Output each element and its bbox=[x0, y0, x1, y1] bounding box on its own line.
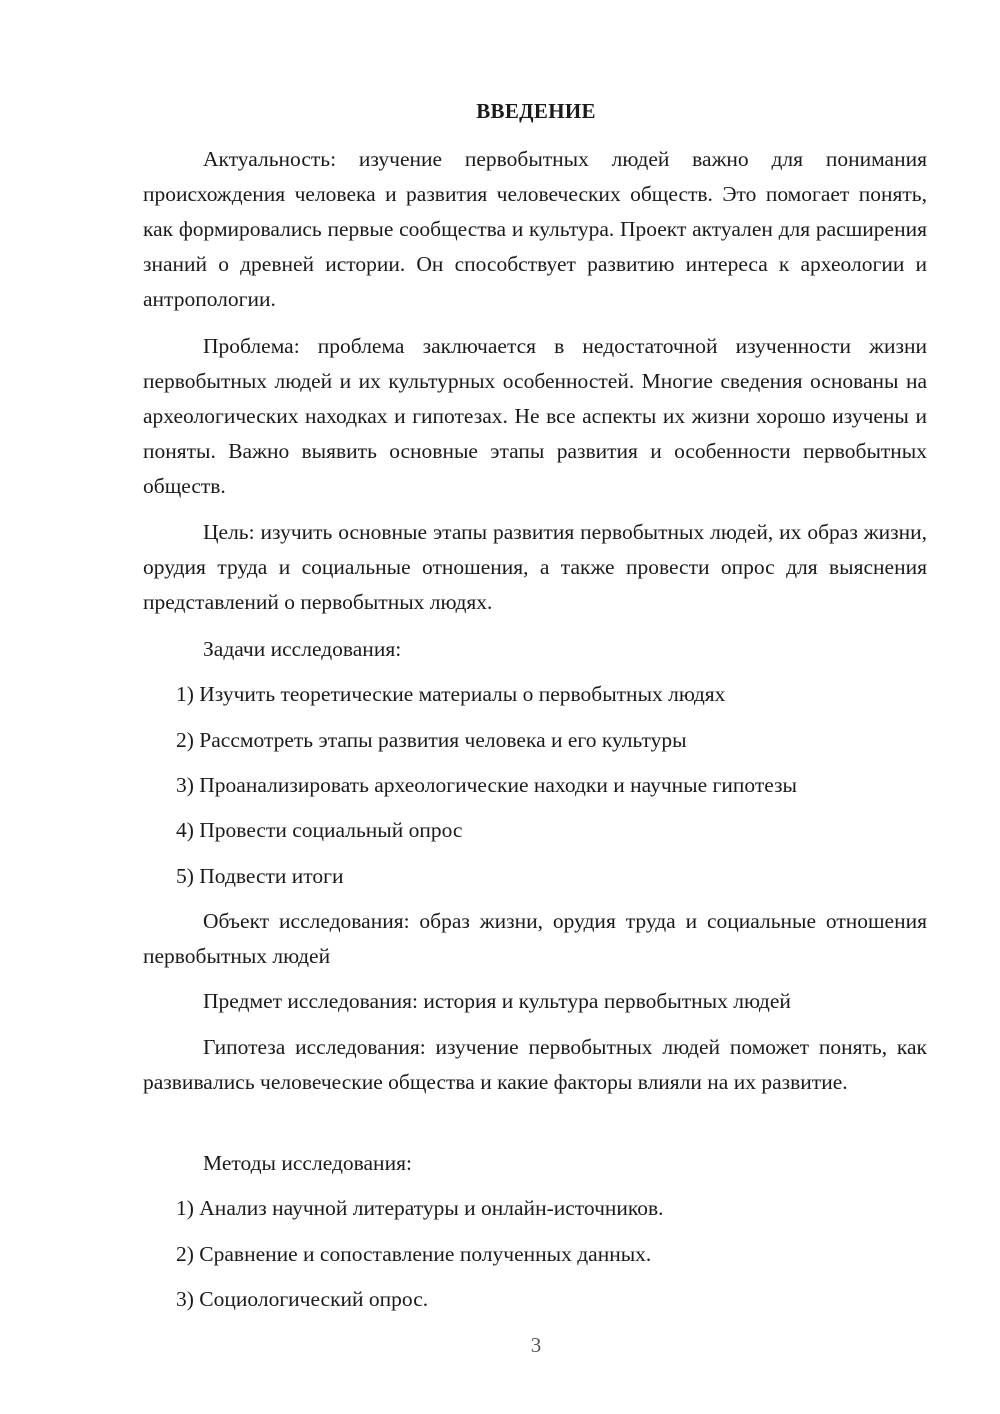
subject-paragraph: Предмет исследования: история и культура первобытных людей bbox=[203, 989, 791, 1013]
object-paragraph: Объект исследования: образ жизни, орудия труда и социальные отношения первобытных людей bbox=[143, 909, 927, 968]
task-item: 5) Подвести итоги bbox=[176, 864, 344, 888]
method-item: 2) Сравнение и сопоставление полученных данных. bbox=[176, 1242, 652, 1266]
relevance-paragraph: Актуальность: изучение первобытных людей важно для понимания происхождения человека и развития человеческих обществ. Это помогает понять, как формировались первые сообщества и культура. Проект актуален для расширения знаний о древней истории. Он способствует развитию интереса к археологии и антропологии. bbox=[143, 147, 927, 311]
method-item: 3) Социологический опрос. bbox=[176, 1287, 429, 1311]
section-heading: ВВЕДЕНИЕ bbox=[476, 99, 596, 123]
problem-paragraph: Проблема: проблема заключается в недостаточной изученности жизни первобытных людей и их культурных особенностей. Многие сведения основаны на археологических находках и гипотезах. Не все аспекты их жизни хорошо изучены и поняты. Важно выявить основные этапы развития и особенности первобытных обществ. bbox=[143, 334, 927, 498]
goal-paragraph: Цель: изучить основные этапы развития первобытных людей, их образ жизни, орудия труда и социальные отношения, а также провести опрос для выяснения представлений о первобытных людях. bbox=[143, 520, 927, 614]
task-item: 4) Провести социальный опрос bbox=[176, 818, 463, 842]
task-item: 2) Рассмотреть этапы развития человека и его культуры bbox=[176, 728, 687, 752]
hypothesis-paragraph: Гипотеза исследования: изучение первобытных людей поможет понять, как развивались человеческие общества и какие факторы влияли на их развитие. bbox=[143, 1035, 927, 1094]
method-item: 1) Анализ научной литературы и онлайн-источников. bbox=[176, 1196, 664, 1220]
tasks-heading: Задачи исследования: bbox=[203, 637, 402, 661]
task-item: 3) Проанализировать археологические находки и научные гипотезы bbox=[176, 773, 797, 797]
task-item: 1) Изучить теоретические материалы о первобытных людях bbox=[176, 682, 726, 706]
methods-heading: Методы исследования: bbox=[203, 1151, 412, 1175]
page-number: 3 bbox=[530, 1333, 542, 1357]
